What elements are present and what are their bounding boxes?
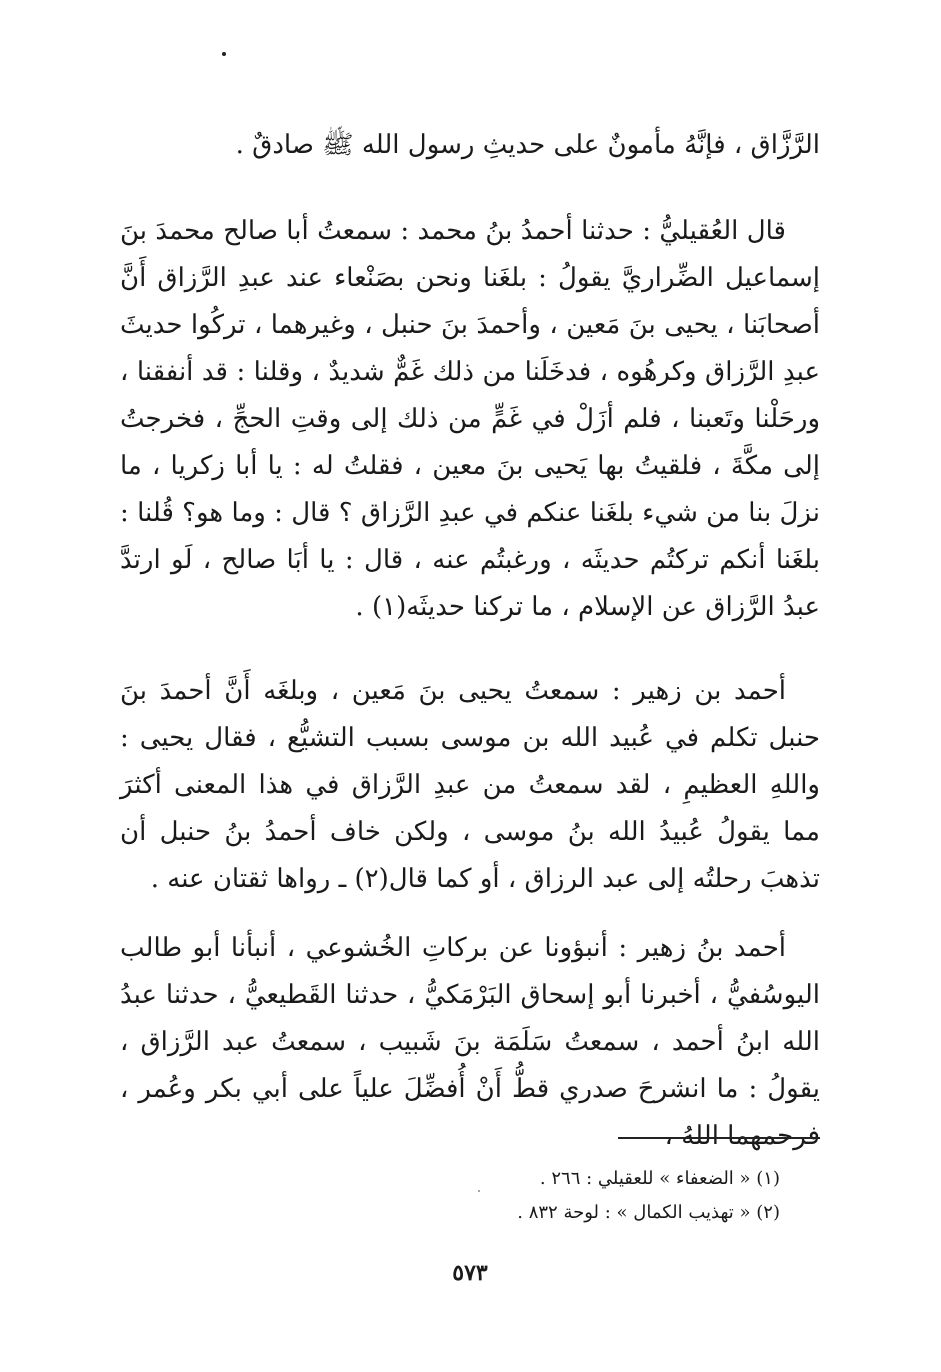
paragraph-continuation xyxy=(120,122,820,169)
page-number: ٥٧٣ xyxy=(452,1260,488,1286)
paragraph-text: قال العُقيليُّ : حدثنا أحمدُ بنُ محمد : سمعتُ أبا صالح محمدَ بنَ إسماعيل الضِّراريَّ يقولُ : بلغَنا ونحن بصَنْعاء عند عبدِ الرَّزاق أَنَّ أصحابَنا ، يحيى بنَ مَعين ، وأحمدَ بنَ حنبل ، وغيرهما ، تركُوا حديثَ عبدِ الرَّزاق وكرهُوه ، فدخَلَنا من ذلك غَمٌّ شديدٌ ، وقلنا : قد أنفقنا ، ورحَلْنا وتَعبنا ، فلم أزَلْ في غَمٍّ من ذلك إلى وقتِ الحجِّ ، فخرجتُ إلى مكَّةَ ، فلقيتُ بها يَحيى بنَ معين ، فقلتُ له : يا أبا زكريا ، ما نزلَ بنا من شيء بلغَنا عنكم في عبدِ الرَّزاق ؟ قال : وما هو؟ قُلنا : بلغَنا أنكم تركتُم حديثَه ، ورغبتُم عنه ، قال : يا أبَا صالح ، لَو ارتدَّ عبدُ الرَّزاق عن الإسلام ، ما تركنا حديثَه(١) . xyxy=(120,216,820,622)
footnotes xyxy=(320,1162,780,1230)
paragraph-text: أحمد بنُ زهير : أنبؤونا عن بركاتِ الخُشوعي ، أنبأنا أبو طالب اليوسُفيُّ ، أخبرنا أبو إسحاق البَرْمَكيُّ ، حدثنا القَطيعيُّ ، حدثنا عبدُ الله ابنُ أحمد ، سمعتُ سَلَمَة بنَ شَبيب ، سمعتُ عبد الرَّزاق ، يقولُ : ما انشرحَ صدري قطُّ أَنْ أُفضِّلَ علياً على أبي بكر وعُمر ، فرحمهما اللهُ ، xyxy=(120,933,820,1151)
paragraph-text: الرَّزَّاق ، فإنَّهُ مأمونٌ على حديثِ رسول الله ﷺ صادقٌ . xyxy=(235,130,820,160)
paragraph-ahmad-zuhayr-1 xyxy=(120,668,820,903)
paragraph-uqayli-report xyxy=(120,208,820,631)
footnote-2: (٢) « تهذيب الكمال » : لوحة ٨٣٢ . xyxy=(517,1202,780,1223)
paragraph-text: أحمد بن زهير : سمعتُ يحيى بنَ مَعين ، وبلغَه أَنَّ أحمدَ بنَ حنبل تكلم في عُبيد الله بن موسى بسبب التشيُّع ، فقال يحيى : واللهِ العظيمِ ، لقد سمعتُ من عبدِ الرَّزاق في هذا المعنى أكثرَ مما يقولُ عُبيدُ الله بنُ موسى ، ولكن خاف أحمدُ بنُ حنبل أن تذهبَ رحلتُه إلى عبد الرزاق ، أو كما قال(٢) ـ رواها ثقتان عنه . xyxy=(120,676,820,894)
paragraph-ahmad-zuhayr-2 xyxy=(120,925,820,1160)
ink-speck xyxy=(222,52,226,56)
footnote-divider xyxy=(618,1137,820,1139)
footnote-1: (١) « الضعفاء » للعقيلي : ٢٦٦ . xyxy=(539,1168,780,1189)
